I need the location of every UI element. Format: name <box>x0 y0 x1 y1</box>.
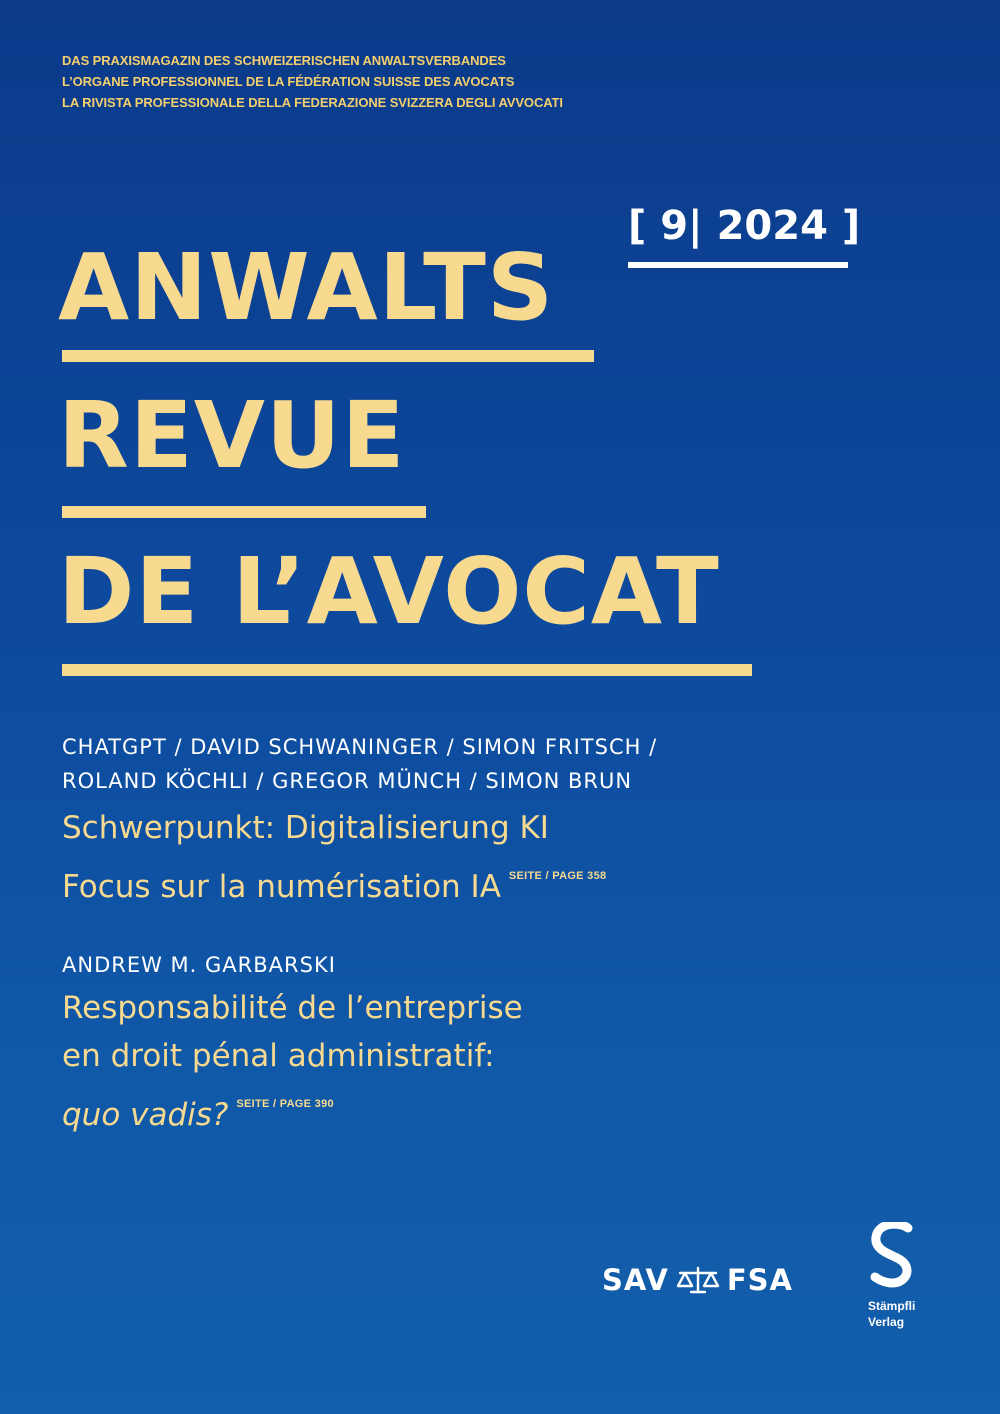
article-2-title-line-1: Responsabilité de l’entreprise <box>62 990 523 1026</box>
article-2-title[interactable] <box>62 984 523 1139</box>
masthead-rule-1 <box>62 350 594 362</box>
article-2-title-line-3 <box>62 1080 523 1139</box>
article-1-authors <box>62 730 657 798</box>
article-1-title[interactable] <box>62 804 606 911</box>
sav-label: SAV <box>602 1263 669 1297</box>
article-2-page-ref: SEITE / PAGE 390 <box>236 1098 334 1110</box>
article-2-title-line-2: en droit pénal administratif: <box>62 1038 495 1074</box>
tagline-de: DAS PRAXISMAGAZIN DES SCHWEIZERISCHEN ANWALTSVERBANDES <box>62 53 506 68</box>
masthead-rule-2 <box>62 506 426 518</box>
publisher-logo <box>868 1222 968 1330</box>
article-2-author: ANDREW M. GARBARSKI <box>62 953 336 977</box>
masthead-line-3: DE L’AVOCAT <box>58 538 720 645</box>
publisher-name-line-2: Verlag <box>868 1315 905 1329</box>
issue-underline <box>628 262 848 268</box>
tagline <box>62 50 563 113</box>
publisher-name-line-1: Stämpfli <box>868 1299 916 1313</box>
tagline-it: LA RIVISTA PROFESSIONALE DELLA FEDERAZIONE SVIZZERA DEGLI AVVOCATI <box>62 95 563 110</box>
masthead-rule-3 <box>62 664 752 676</box>
masthead-line-2: REVUE <box>58 382 406 489</box>
fsa-label: FSA <box>726 1263 793 1297</box>
article-1-title-line-2-text: Focus sur la numérisation IA <box>62 869 501 905</box>
tagline-fr: L’ORGANE PROFESSIONNEL DE LA FÉDÉRATION SUISSE DES AVOCATS <box>62 74 515 89</box>
stampfli-s-logo-icon <box>868 1222 916 1290</box>
article-1-title-line-2 <box>62 852 606 911</box>
issue-number: [ 9| 2024 ] <box>628 203 861 249</box>
article-2-title-line-3-text: quo vadis? <box>62 1097 229 1133</box>
scales-of-justice-icon <box>675 1265 721 1295</box>
publisher-name <box>868 1298 968 1330</box>
article-1-authors-line-1: CHATGPT / DAVID SCHWANINGER / SIMON FRITSCH / <box>62 735 658 759</box>
sav-fsa-logo <box>602 1260 793 1300</box>
masthead-line-1: ANWALTS <box>58 234 555 341</box>
article-1-authors-line-2: ROLAND KÖCHLI / GREGOR MÜNCH / SIMON BRUN <box>62 769 633 793</box>
article-1-page-ref: SEITE / PAGE 358 <box>508 870 607 882</box>
article-1-title-line-1: Schwerpunkt: Digitalisierung KI <box>62 810 549 846</box>
